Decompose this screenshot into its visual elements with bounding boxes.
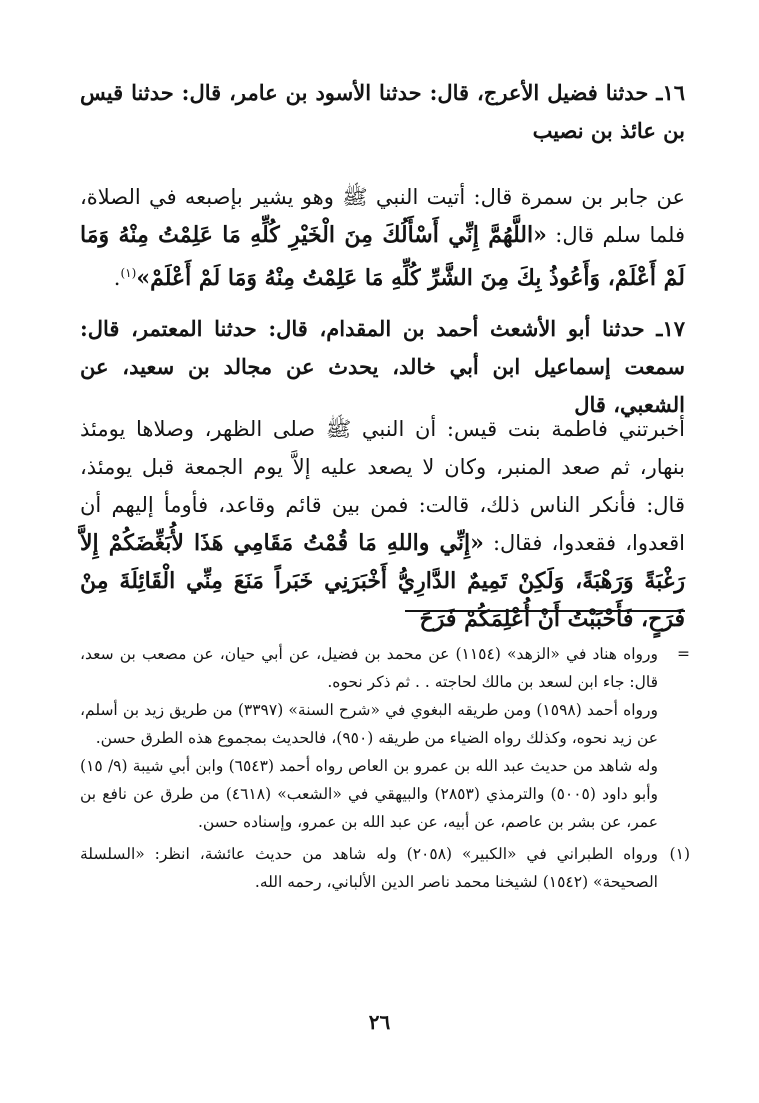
footnote-1 bbox=[80, 840, 690, 896]
footnote-line: ورواه الطبراني في «الكبير» (٢٠٥٨) وله شاهد من حديث عائشة، انظر: «السلسلة الصحيحة» (١٥٤٢) لشيخنا محمد ناصر الدين الألباني، رحمه الله. bbox=[80, 845, 658, 891]
paragraph-matn-17 bbox=[80, 410, 685, 638]
page-number: ٢٦ bbox=[368, 1010, 391, 1034]
matn-16-prophetic-words: «اللَّهُمَّ إِنِّي أَسْأَلُكَ مِنَ الْخَيْرِ كُلِّهِ مَا عَلِمْتُ مِنْهُ وَمَا لَمْ أَعْلَمْ، وَأَعُوذُ بِكَ مِنَ الشَّرِّ كُلِّهِ مَا عَلِمْتُ مِنْهُ وَمَا لَمْ أَعْلَمْ» bbox=[80, 222, 685, 291]
matn-16-end: . bbox=[113, 266, 121, 290]
footnote-marker: = bbox=[677, 645, 690, 663]
hadith-16-text bbox=[80, 178, 685, 297]
paragraph-isnad-17: ١٧ـ حدثنا أبو الأشعث أحمد بن المقدام، قال: حدثنا المعتمر، قال: سمعت إسماعيل ابن أبي خالد، يحدث عن مجالد بن سعيد، عن الشعبي، قال bbox=[80, 316, 685, 417]
paragraph-isnad-16: ١٦ـ حدثنا فضيل الأعرج، قال: حدثنا الأسود بن عامر، قال: حدثنا قيس بن عائذ بن نصيب bbox=[80, 80, 685, 143]
footnote-separator bbox=[405, 610, 685, 612]
hadith-17-text bbox=[80, 410, 685, 638]
matn-16-intro: عن جابر بن سمرة قال: أتيت النبي ﷺ وهو يشير بإصبعه في الصلاة، فلما سلم قال: bbox=[80, 185, 685, 247]
footnote-line: ورواه أحمد (١٥٩٨) ومن طريقه البغوي في «شرح السنة» (٣٣٩٧) من طريق زيد بن أسلم، عن زيد نحوه، وكذلك رواه الضياء من طريقه (٩٥٠)، فالحديث بمجموع هذه الطرق حسن. bbox=[80, 701, 658, 747]
footnote-ref-1[interactable]: (١) bbox=[120, 266, 137, 280]
footnote-continued bbox=[80, 640, 690, 836]
hadith-16-chain bbox=[80, 74, 685, 150]
matn-17-intro: أخبرتني فاطمة بنت قيس: أن النبي ﷺ صلى الظهر، وصلاها يومئذ بنهار، ثم صعد المنبر، وكان لا يصعد عليه إلاَّ يوم الجمعة قبل يومئذ، قال: فأنكر الناس ذلك، قالت: فمن بين قائم وقاعد، فأومأ إليهم أن اقعدوا، فقعدوا، فقال: bbox=[80, 417, 685, 555]
footnotes bbox=[80, 640, 690, 900]
footnote-line: ورواه هناد في «الزهد» (١١٥٤) عن محمد بن فضيل، عن أبي حيان، عن مصعب بن سعد، قال: جاء ابن لسعد بن مالك لحاجته . . ثم ذكر نحوه. bbox=[80, 645, 658, 691]
hadith-17-chain bbox=[80, 310, 685, 424]
paragraph-matn-16 bbox=[80, 178, 685, 297]
footnote-marker: (١) bbox=[669, 845, 690, 863]
matn-17-prophetic-words: «إِنِّي واللهِ مَا قُمْتُ مَقَامِي هَذَا لأُبَغِّضَكُمْ إِلاَّ رَغْبَةً وَرَهْبَةً، وَلَكِنْ تَمِيمٌ الدَّارِيُّ أَخْبَرَنِي خَبَراً مَنَعَ مِنِّي الْقَائِلَةَ مِنْ فَرَحٍ، فَأَحْبَبْتُ أَنْ أُعْلِمَكُمْ فَرَحَ bbox=[80, 530, 685, 632]
footnote-line: وله شاهد من حديث عبد الله بن عمرو بن العاص رواه أحمد (٦٥٤٣) وابن أبي شيبة (٩/ ١٥) وأبو داود (٥٠٠٥) والترمذي (٢٨٥٣) والبيهقي في «الشعب» (٤٦١٨) من طرق عن نافع بن عمر، عن بشر بن عاصم، عن أبيه، عن عبد الله بن عمرو، وإسناده حسن. bbox=[80, 757, 658, 831]
